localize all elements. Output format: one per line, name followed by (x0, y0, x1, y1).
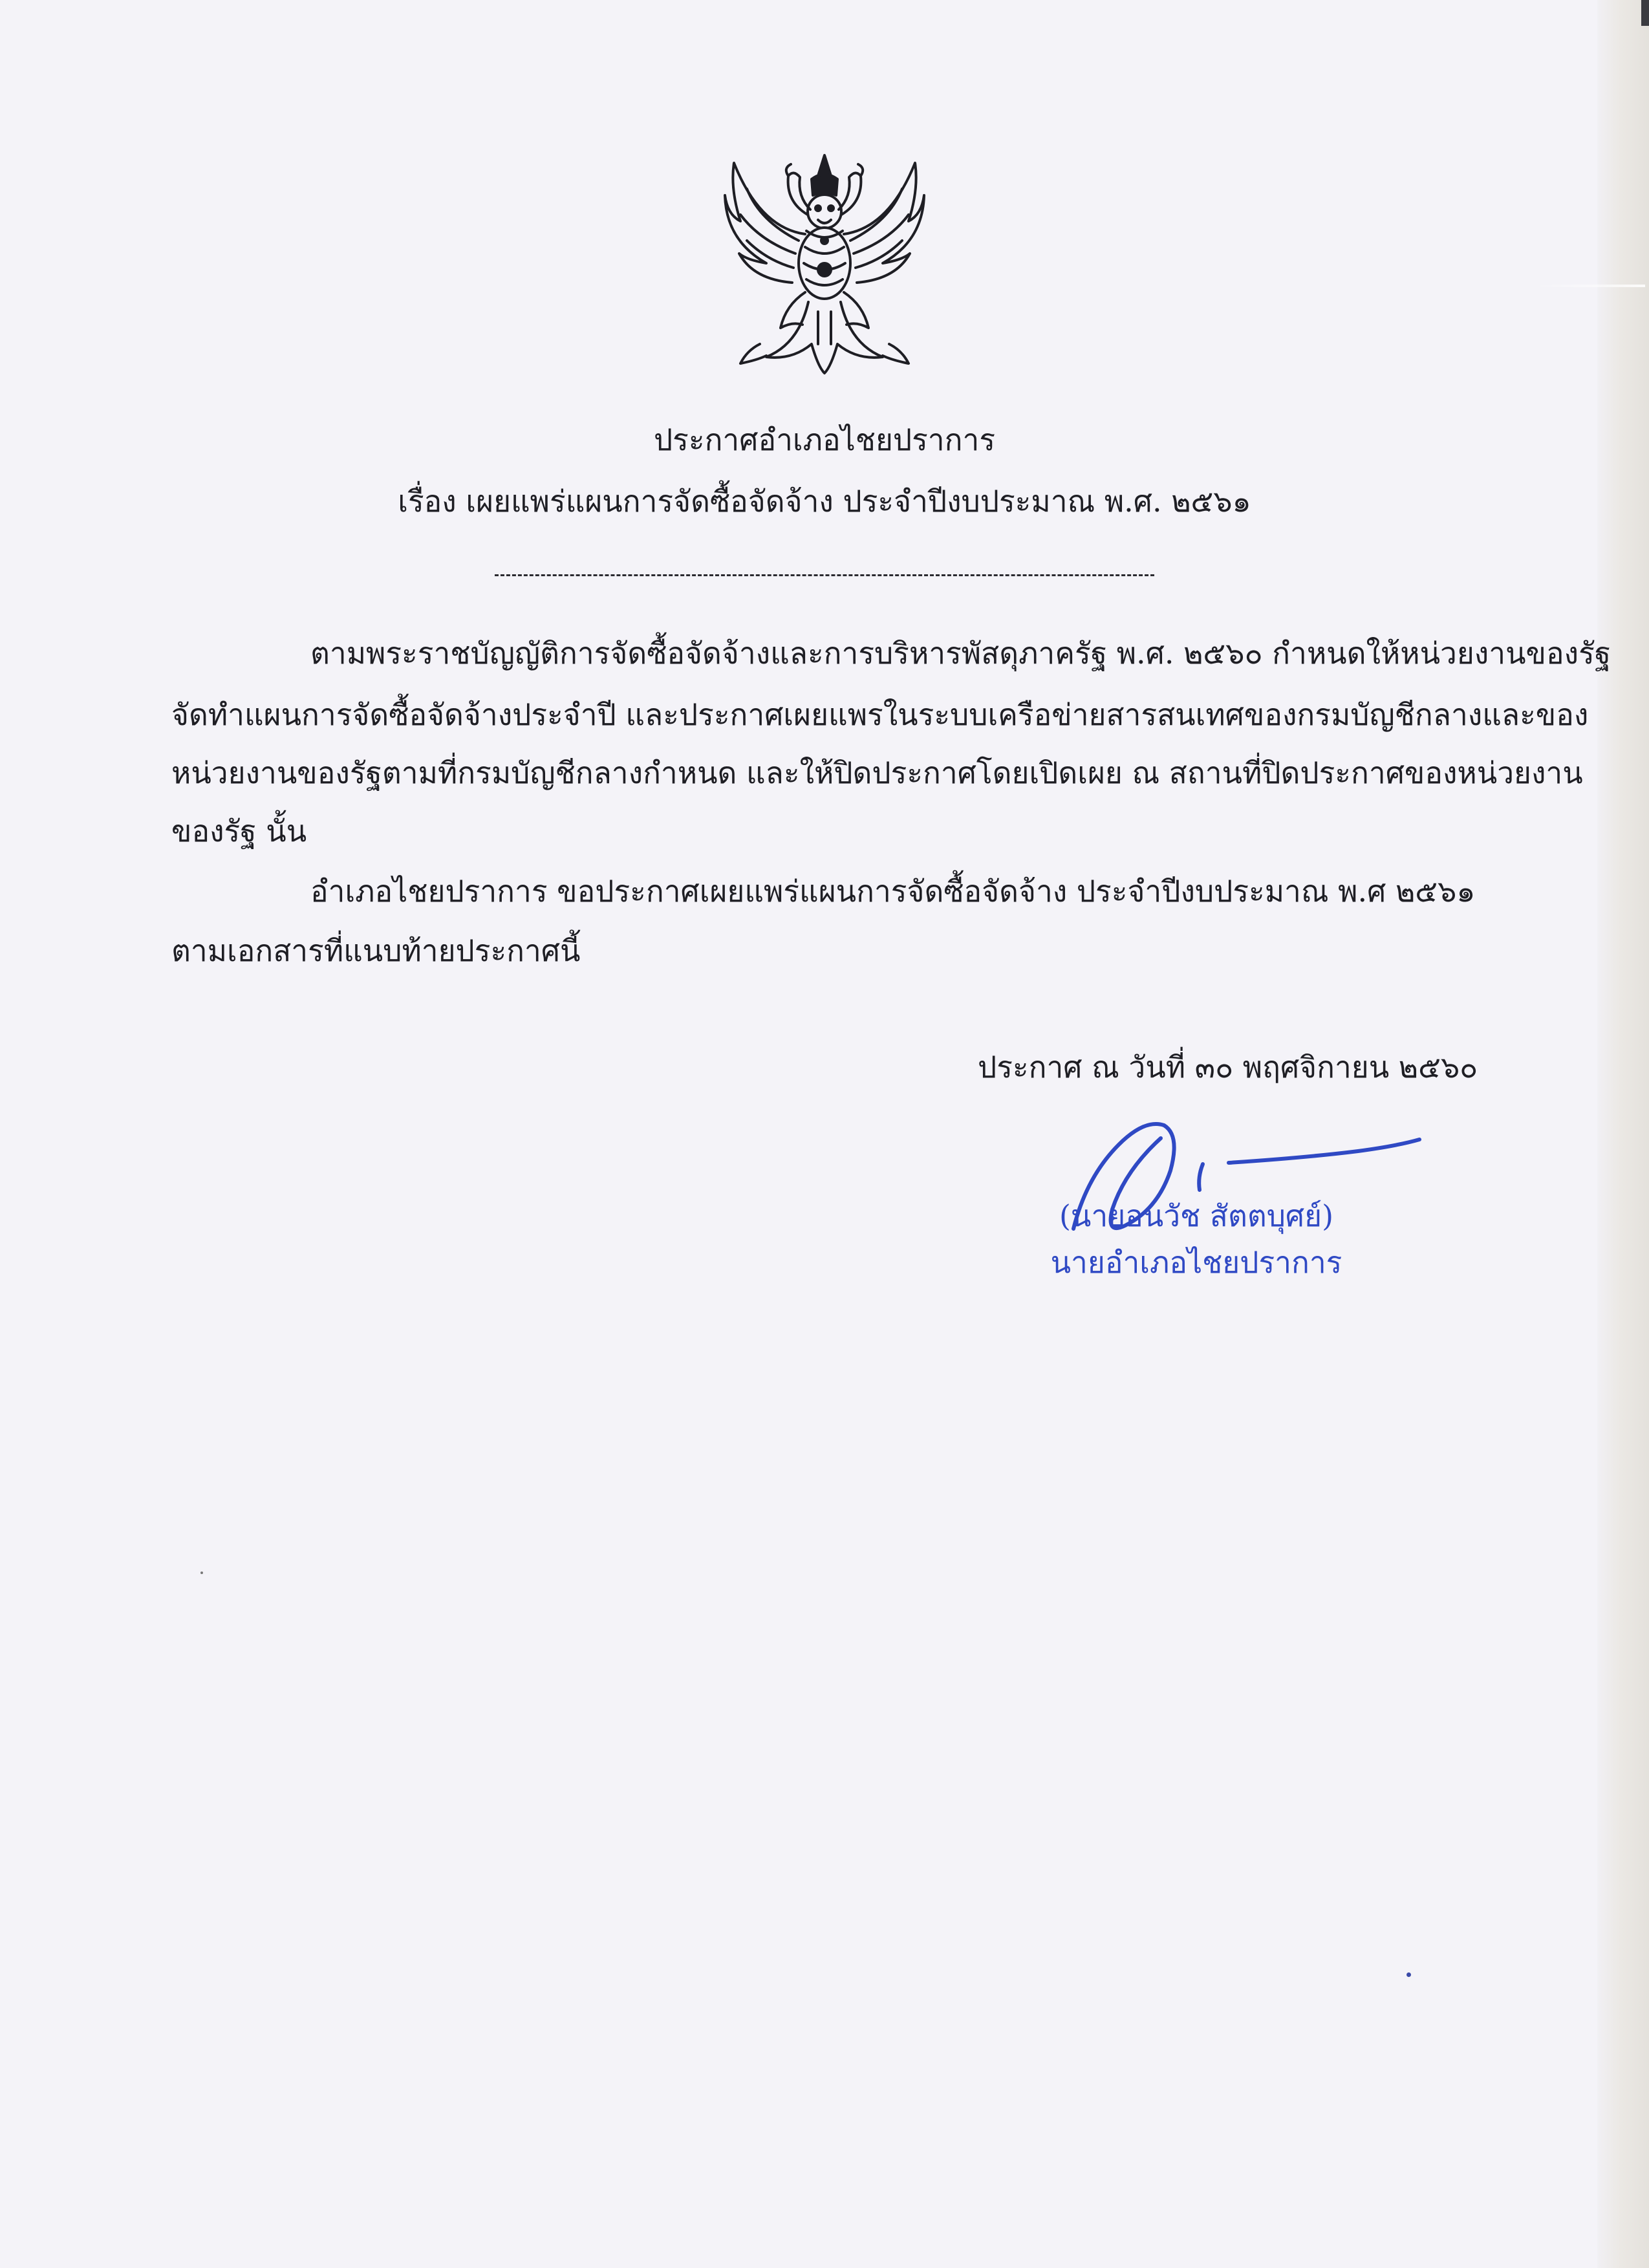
announcement-date: ประกาศ ณ วันที่ ๓๐ พฤศจิกายน ๒๕๖๐ (978, 1050, 1478, 1085)
paragraph-1-line-1: ตามพระราชบัญญัติการจัดซื้อจัดจ้างและการบริหารพัสดุภาครัฐ พ.ศ. ๒๕๖๐ กำหนดให้หน่วยงานของรัฐ (310, 636, 1611, 671)
document-heading: ประกาศอำเภอไชยปราการ (653, 422, 996, 457)
paragraph-1-line-3: หน่วยงานของรัฐตามที่กรมบัญชีกลางกำหนด และให้ปิดประกาศโดยเปิดเผย ณ สถานที่ปิดประกาศของหน่วยงาน (171, 755, 1583, 790)
scan-speck (200, 1571, 203, 1574)
paper-fold (1535, 285, 1645, 287)
page-corner (1641, 0, 1649, 26)
paragraph-2-line-2: ตามเอกสารที่แนบท้ายประกาศนี้ (171, 933, 581, 968)
garuda-emblem-icon (721, 150, 928, 376)
document-subject: เรื่อง เผยแพร่แผนการจัดซื้อจัดจ้าง ประจำปีงบประมาณ พ.ศ. ๒๕๖๑ (398, 484, 1251, 519)
separator-line (495, 574, 1154, 576)
scan-speck (1406, 1972, 1411, 1977)
paragraph-2-line-1: อำเภอไชยปราการ ขอประกาศเผยแพร่แผนการจัดซื้อจัดจ้าง ประจำปีงบประมาณ พ.ศ ๒๕๖๑ (310, 874, 1476, 909)
paragraph-1-line-4: ของรัฐ นั้น (171, 814, 307, 848)
signer-title: นายอำเภอไชยปราการ (1050, 1245, 1342, 1280)
signer-name: (นายอนวัช สัตตบุศย์) (1059, 1198, 1334, 1233)
page-edge (1597, 0, 1649, 2268)
paragraph-1-line-2: จัดทำแผนการจัดซื้อจัดจ้างประจำปี และประกาศเผยแพรในระบบเครือข่ายสารสนเทศของกรมบัญชีกลางและของ (171, 697, 1589, 732)
